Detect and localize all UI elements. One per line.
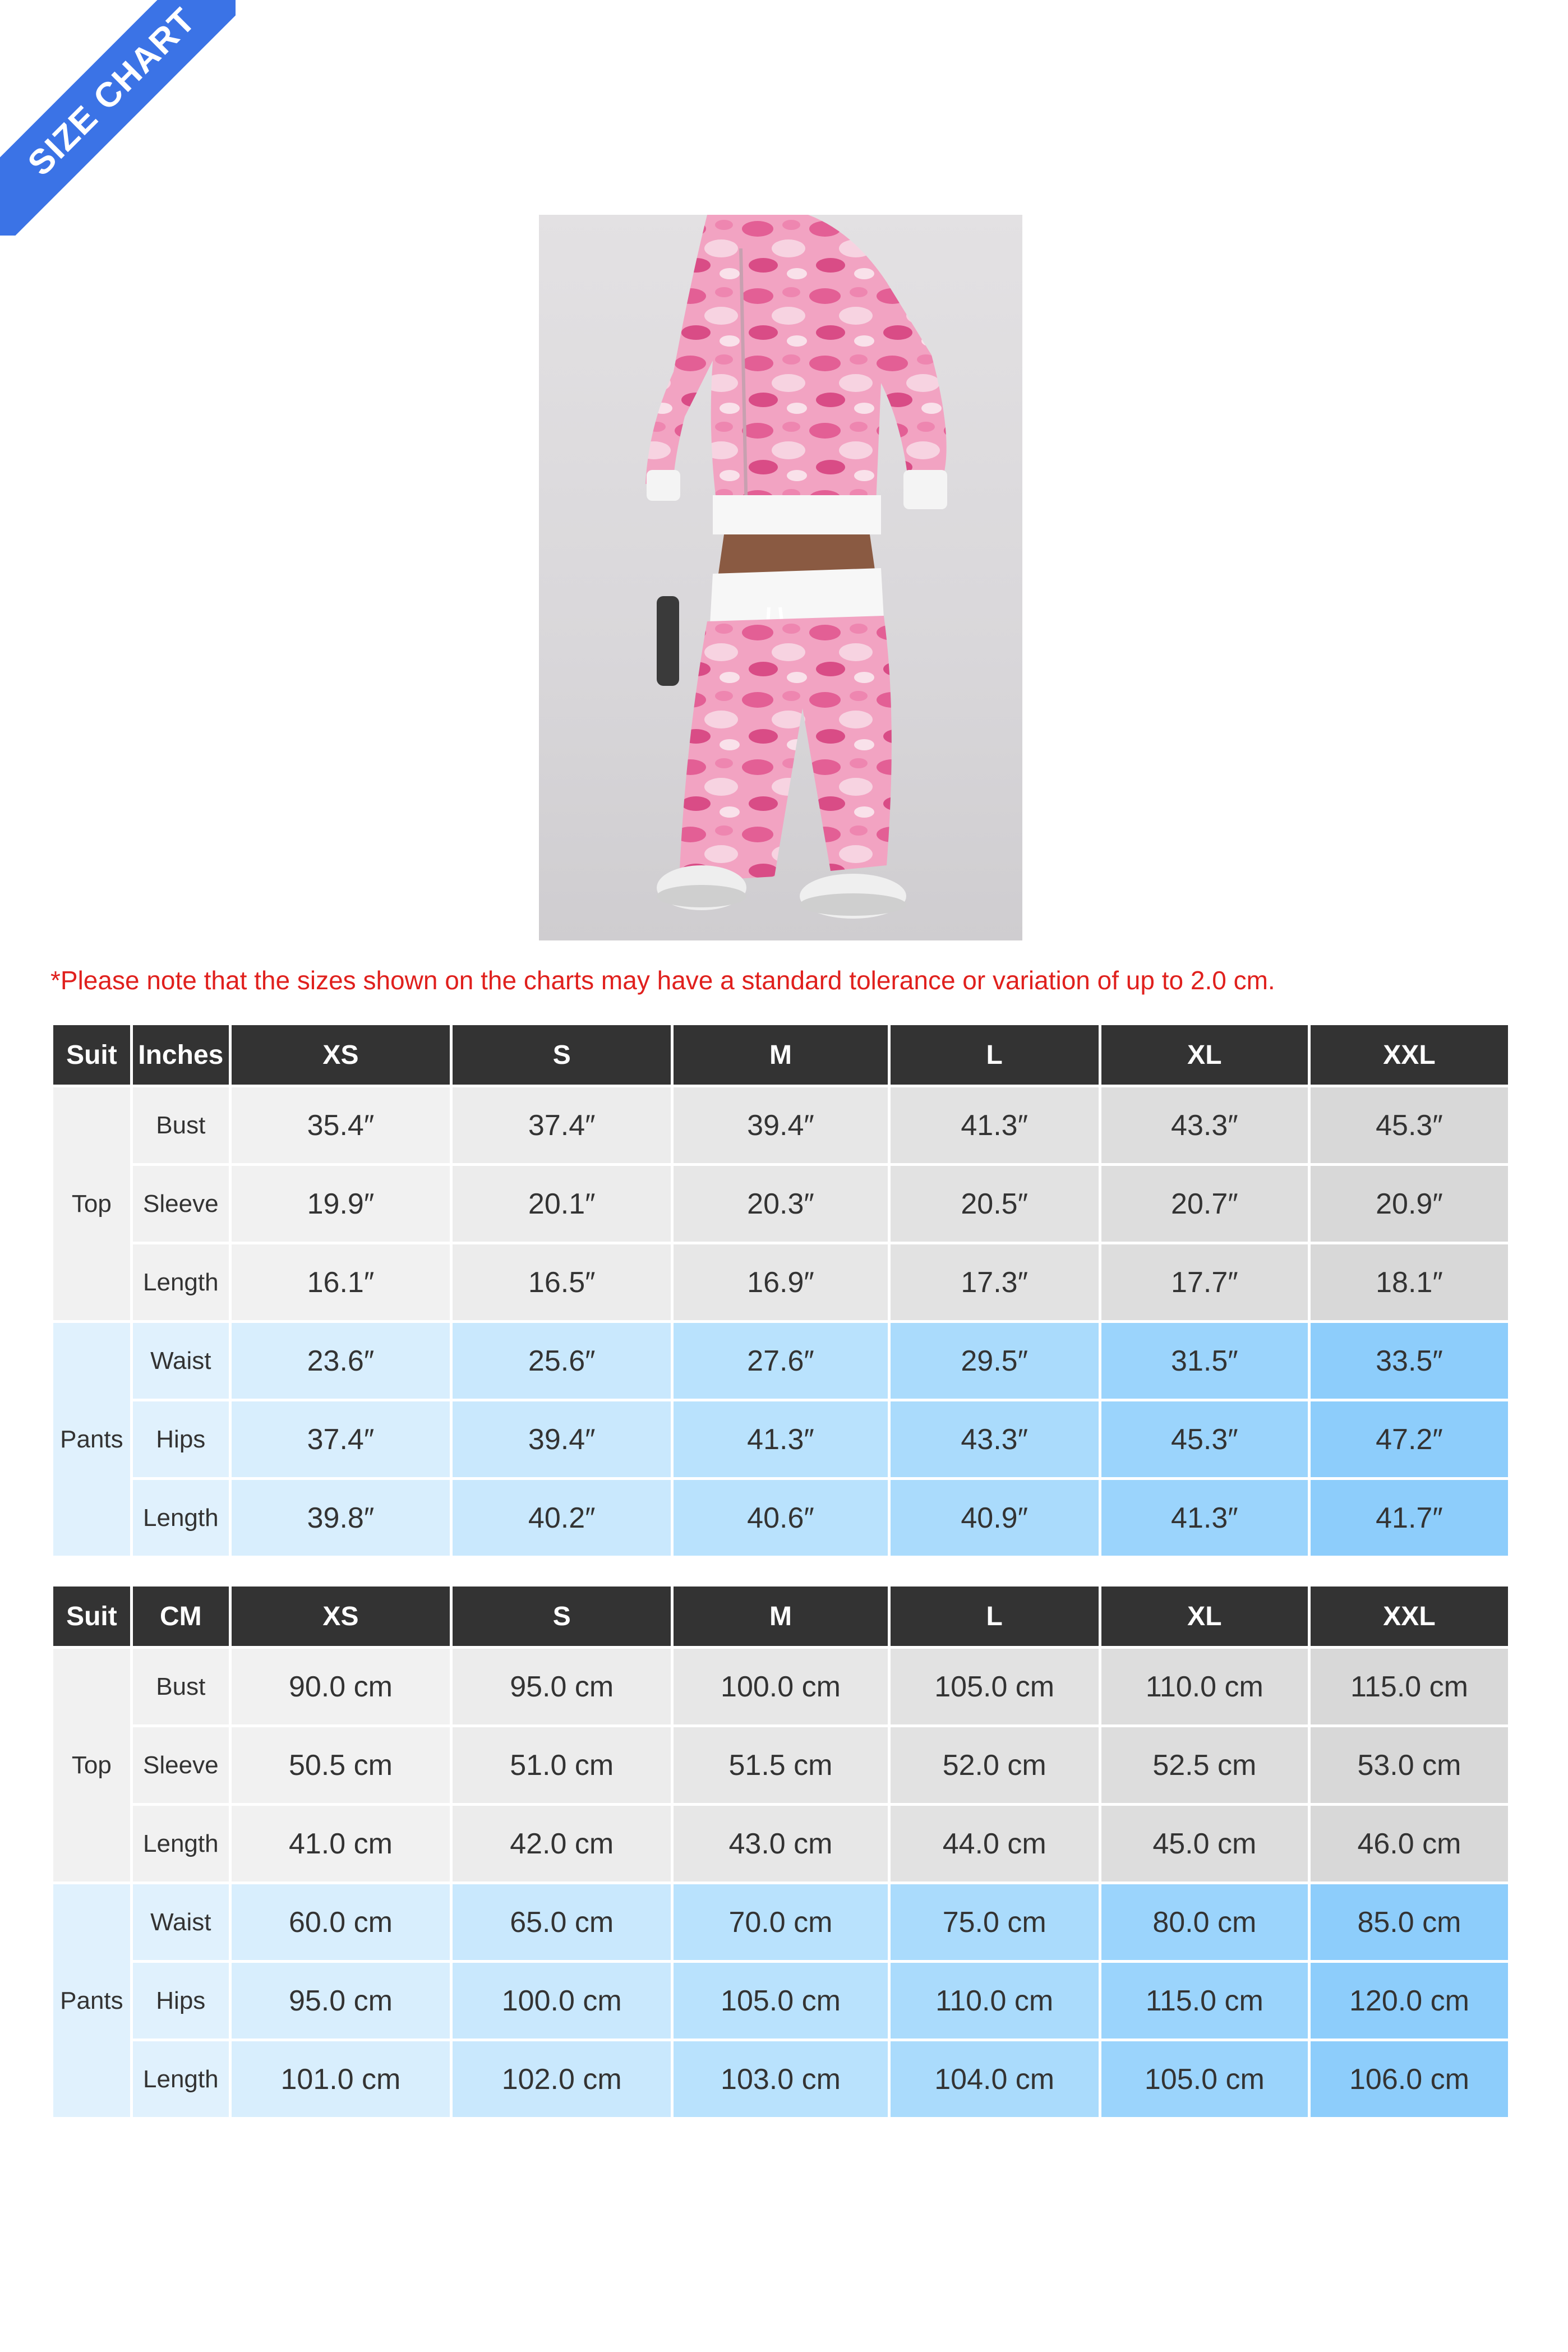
size-value-cell: 40.6″ (674, 1480, 887, 1556)
size-value-cell: 41.0 cm (232, 1806, 450, 1881)
size-value-cell: 39.4″ (453, 1401, 671, 1477)
size-value-cell: 20.3″ (674, 1166, 887, 1242)
measurement-label: Hips (133, 1401, 229, 1477)
size-value-cell: 53.0 cm (1311, 1727, 1508, 1803)
size-value-cell: 23.6″ (232, 1323, 450, 1399)
size-value-cell: 43.3″ (891, 1401, 1099, 1477)
size-value-cell: 31.5″ (1101, 1323, 1308, 1399)
table-row (53, 2041, 1508, 2117)
size-value-cell: 41.7″ (1311, 1480, 1508, 1556)
model-illustration (539, 215, 1022, 940)
size-value-cell: 46.0 cm (1311, 1806, 1508, 1881)
measurement-label: Length (133, 1806, 229, 1881)
measurement-label: Waist (133, 1323, 229, 1399)
size-value-cell: 65.0 cm (453, 1884, 671, 1960)
size-value-cell: 110.0 cm (1101, 1649, 1308, 1724)
size-value-cell: 47.2″ (1311, 1401, 1508, 1477)
column-header: M (674, 1587, 887, 1646)
size-value-cell: 104.0 cm (891, 2041, 1099, 2117)
product-photo (539, 215, 1022, 940)
tolerance-note: *Please note that the sizes shown on the charts may have a standard tolerance or variation of up to 2.0 cm. (50, 966, 1275, 995)
size-value-cell: 20.1″ (453, 1166, 671, 1242)
column-header: XS (232, 1587, 450, 1646)
group-label: Pants (53, 1323, 130, 1556)
size-value-cell: 51.5 cm (674, 1727, 887, 1803)
size-value-cell: 101.0 cm (232, 2041, 450, 2117)
size-value-cell: 20.5″ (891, 1166, 1099, 1242)
size-value-cell: 33.5″ (1311, 1323, 1508, 1399)
header-row (53, 1587, 1508, 1646)
table-row (53, 1963, 1508, 2039)
cm-size-table (50, 1584, 1511, 2120)
size-value-cell: 115.0 cm (1311, 1649, 1508, 1724)
size-value-cell: 52.0 cm (891, 1727, 1099, 1803)
size-value-cell: 16.9″ (674, 1244, 887, 1320)
column-header: XL (1101, 1025, 1308, 1085)
column-header: Inches (133, 1025, 229, 1085)
measurement-label: Length (133, 1244, 229, 1320)
size-value-cell: 19.9″ (232, 1166, 450, 1242)
size-value-cell: 90.0 cm (232, 1649, 450, 1724)
table-row (53, 1806, 1508, 1881)
table-row (53, 1884, 1508, 1960)
size-chart-badge-label: SIZE CHART (0, 0, 236, 236)
size-value-cell: 40.2″ (453, 1480, 671, 1556)
size-value-cell: 95.0 cm (232, 1963, 450, 2039)
size-value-cell: 20.7″ (1101, 1166, 1308, 1242)
column-header: Suit (53, 1025, 130, 1085)
size-value-cell: 20.9″ (1311, 1166, 1508, 1242)
size-value-cell: 29.5″ (891, 1323, 1099, 1399)
size-value-cell: 75.0 cm (891, 1884, 1099, 1960)
measurement-label: Hips (133, 1963, 229, 2039)
size-value-cell: 39.4″ (674, 1087, 887, 1163)
group-label: Top (53, 1649, 130, 1881)
size-value-cell: 43.3″ (1101, 1087, 1308, 1163)
column-header: S (453, 1025, 671, 1085)
size-value-cell: 106.0 cm (1311, 2041, 1508, 2117)
column-header: XS (232, 1025, 450, 1085)
size-value-cell: 45.3″ (1101, 1401, 1308, 1477)
size-value-cell: 41.3″ (1101, 1480, 1308, 1556)
measurement-label: Sleeve (133, 1166, 229, 1242)
size-value-cell: 44.0 cm (891, 1806, 1099, 1881)
size-value-cell: 105.0 cm (891, 1649, 1099, 1724)
size-value-cell: 25.6″ (453, 1323, 671, 1399)
column-header: L (891, 1025, 1099, 1085)
size-value-cell: 18.1″ (1311, 1244, 1508, 1320)
size-value-cell: 37.4″ (453, 1087, 671, 1163)
size-value-cell: 110.0 cm (891, 1963, 1099, 2039)
size-value-cell: 60.0 cm (232, 1884, 450, 1960)
size-value-cell: 41.3″ (891, 1087, 1099, 1163)
table-row (53, 1323, 1508, 1399)
column-header: XXL (1311, 1025, 1508, 1085)
group-label: Pants (53, 1884, 130, 2117)
size-chart-badge (0, 0, 236, 236)
size-value-cell: 102.0 cm (453, 2041, 671, 2117)
size-value-cell: 105.0 cm (1101, 2041, 1308, 2117)
size-value-cell: 35.4″ (232, 1087, 450, 1163)
size-value-cell: 103.0 cm (674, 2041, 887, 2117)
column-header: M (674, 1025, 887, 1085)
measurement-label: Sleeve (133, 1727, 229, 1803)
table-row (53, 1727, 1508, 1803)
size-value-cell: 43.0 cm (674, 1806, 887, 1881)
header-row (53, 1025, 1508, 1085)
table-row (53, 1649, 1508, 1724)
measurement-label: Length (133, 1480, 229, 1556)
column-header: XXL (1311, 1587, 1508, 1646)
table-row (53, 1480, 1508, 1556)
table-row (53, 1166, 1508, 1242)
column-header: L (891, 1587, 1099, 1646)
size-value-cell: 37.4″ (232, 1401, 450, 1477)
measurement-label: Length (133, 2041, 229, 2117)
size-value-cell: 16.5″ (453, 1244, 671, 1320)
size-value-cell: 41.3″ (674, 1401, 887, 1477)
size-value-cell: 50.5 cm (232, 1727, 450, 1803)
size-value-cell: 100.0 cm (674, 1649, 887, 1724)
size-value-cell: 95.0 cm (453, 1649, 671, 1724)
column-header: S (453, 1587, 671, 1646)
size-value-cell: 42.0 cm (453, 1806, 671, 1881)
size-value-cell: 120.0 cm (1311, 1963, 1508, 2039)
size-value-cell: 80.0 cm (1101, 1884, 1308, 1960)
measurement-label: Bust (133, 1649, 229, 1724)
table-row (53, 1087, 1508, 1163)
column-header: XL (1101, 1587, 1308, 1646)
measurement-label: Waist (133, 1884, 229, 1960)
size-value-cell: 16.1″ (232, 1244, 450, 1320)
size-value-cell: 115.0 cm (1101, 1963, 1308, 2039)
size-value-cell: 52.5 cm (1101, 1727, 1308, 1803)
column-header: CM (133, 1587, 229, 1646)
size-value-cell: 27.6″ (674, 1323, 887, 1399)
group-label: Top (53, 1087, 130, 1320)
size-value-cell: 51.0 cm (453, 1727, 671, 1803)
size-value-cell: 70.0 cm (674, 1884, 887, 1960)
column-header: Suit (53, 1587, 130, 1646)
size-value-cell: 45.0 cm (1101, 1806, 1308, 1881)
size-value-cell: 17.3″ (891, 1244, 1099, 1320)
size-value-cell: 39.8″ (232, 1480, 450, 1556)
table-row (53, 1401, 1508, 1477)
size-value-cell: 40.9″ (891, 1480, 1099, 1556)
measurement-label: Bust (133, 1087, 229, 1163)
table-row (53, 1244, 1508, 1320)
size-value-cell: 85.0 cm (1311, 1884, 1508, 1960)
size-value-cell: 17.7″ (1101, 1244, 1308, 1320)
inch-size-table (50, 1022, 1511, 1558)
size-value-cell: 45.3″ (1311, 1087, 1508, 1163)
size-value-cell: 100.0 cm (453, 1963, 671, 2039)
size-value-cell: 105.0 cm (674, 1963, 887, 2039)
